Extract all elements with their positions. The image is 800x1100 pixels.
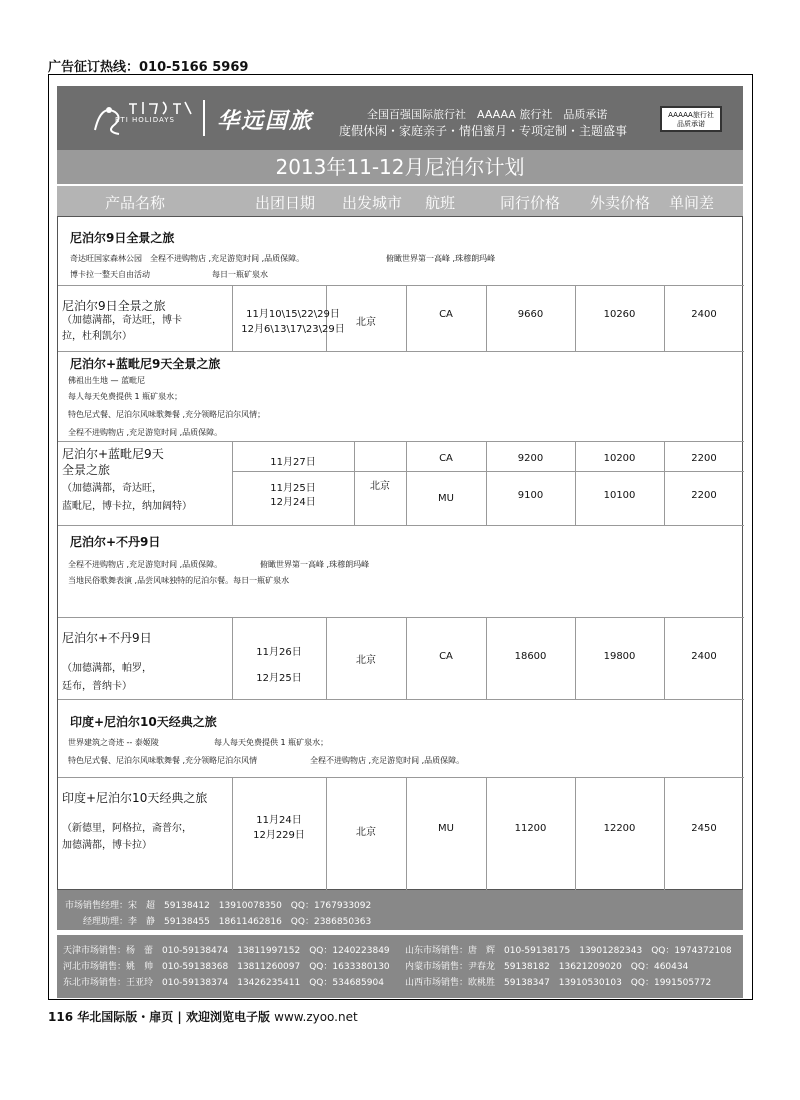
peer-price: 11200 xyxy=(514,823,547,834)
section-title: 尼泊尔+蓝毗尼9天全景之旅 xyxy=(70,357,221,371)
contact-line: 东北市场销售：王亚玲 010-59138374 13426235411 QQ：534685904 xyxy=(63,978,384,988)
product-route: 加德满都，博卡拉） xyxy=(62,840,152,851)
contact-line: 山西市场销售：欧桃胜 59138347 13910530103 QQ：1991505772 xyxy=(405,978,712,988)
col-divider xyxy=(232,617,233,699)
row-divider xyxy=(58,441,744,442)
feature-line: 俯瞰世界第一高峰 ,珠穆朗玛峰 xyxy=(386,254,496,263)
header-city: 出发城市 xyxy=(342,194,403,212)
feature-line: 每人每天免费提供 1 瓶矿泉水； xyxy=(68,392,183,401)
page-title: 2013年11-12月尼泊尔计划 xyxy=(57,150,743,184)
section-title: 印度+尼泊尔10天经典之旅 xyxy=(70,715,217,729)
badge-line-2: 品质承诺 xyxy=(677,120,705,128)
row-divider xyxy=(58,351,744,352)
flight: CA xyxy=(439,651,453,662)
depart-city: 北京 xyxy=(356,655,376,666)
brand-name: 华远国旅 xyxy=(217,109,314,134)
product-name: 全景之旅 xyxy=(62,463,111,477)
product-route: 蓝毗尼，博卡拉，纳加阔特） xyxy=(62,501,192,512)
depart-date: 12月229日 xyxy=(253,830,305,841)
header-product: 产品名称 xyxy=(105,194,166,212)
section-title: 尼泊尔9日全景之旅 xyxy=(70,231,175,245)
flight: MU xyxy=(438,493,454,504)
sales-manager-contacts xyxy=(57,890,743,930)
row-divider xyxy=(58,777,744,778)
logo-divider xyxy=(203,100,205,136)
feature-line: 俯瞰世界第一高峰 ,珠穆朗玛峰 xyxy=(260,560,370,569)
depart-date: 11月26日 xyxy=(256,647,302,658)
table-header xyxy=(57,186,743,216)
single-supplement: 2400 xyxy=(691,309,717,320)
depart-city: 北京 xyxy=(370,481,390,492)
feature-line: 全程不进购物店 ,充足游览时间 ,品质保障。 xyxy=(310,756,465,765)
retail-price: 10100 xyxy=(603,490,636,501)
feature-line: 特色尼式餐、尼泊尔风味歌舞餐 ,充分领略尼泊尔风情 xyxy=(68,756,258,765)
itinerary-table xyxy=(57,216,743,890)
feature-line: 博卡拉一整天自由活动 xyxy=(70,270,150,279)
feature-line: 每日一瓶矿泉水 xyxy=(212,270,268,279)
retail-price: 19800 xyxy=(603,651,636,662)
single-supplement: 2400 xyxy=(691,651,717,662)
contact-line: 山东市场销售：唐 辉 010-59138175 13901282343 QQ：1974372108 xyxy=(405,946,732,956)
product-route: 廷布，普纳卡） xyxy=(62,681,132,692)
flight: CA xyxy=(439,309,453,320)
contact-line: 市场销售经理：宋 超 59138412 13910078350 QQ：1767933092 xyxy=(65,901,372,911)
feature-line: 特色尼式餐、尼泊尔风味歌舞餐 ,充分领略尼泊尔风情； xyxy=(68,410,266,419)
product-route: （加德满都，奇达旺， xyxy=(62,483,162,494)
single-supplement: 2200 xyxy=(691,490,717,501)
page-footer xyxy=(48,1008,358,1025)
ad-hotline: 广告征订热线：010-5166 5969 xyxy=(48,60,249,75)
logo-subtitle: ETI HOLIDAYS xyxy=(115,116,175,124)
row-divider xyxy=(232,471,406,472)
header-peer-price: 同行价格 xyxy=(500,194,561,212)
header-retail-price: 外卖价格 xyxy=(590,194,651,212)
footer-url[interactable]: www.zyoo.net xyxy=(274,1010,358,1024)
contact-line: 天津市场销售：杨 蕾 010-59138474 13811997152 QQ：1240223849 xyxy=(63,946,390,956)
header-date: 出团日期 xyxy=(255,194,316,212)
product-route: （加德满都，帕罗， xyxy=(62,663,152,674)
row-divider xyxy=(58,617,744,618)
retail-price: 10200 xyxy=(603,453,636,464)
feature-line: 每人每天免费提供 1 瓶矿泉水； xyxy=(214,738,329,747)
depart-date: 12月25日 xyxy=(256,673,302,684)
product-route: （加德满都，奇达旺，博卡 xyxy=(62,315,182,326)
depart-date: 11月10\15\22\29日 xyxy=(246,309,340,320)
retail-price: 10260 xyxy=(603,309,636,320)
depart-date: 11月24日 xyxy=(256,815,302,826)
contact-line: 河北市场销售：姚 帅 010-59138368 13811260097 QQ：1633380130 xyxy=(63,962,390,972)
depart-date: 12月24日 xyxy=(270,497,316,508)
slogan-line-2: 度假休闲・家庭亲子・情侣蜜月・专项定制・主题盛事 xyxy=(339,124,628,138)
banner xyxy=(57,86,743,150)
feature-line: 佛祖出生地 — 蓝毗尼 xyxy=(68,376,146,385)
row-divider xyxy=(58,699,744,700)
row-divider xyxy=(58,285,744,286)
product-name: 尼泊尔+蓝毗尼9天 xyxy=(62,447,164,461)
contact-line: 内蒙市场销售：尹春龙 59138182 13621209020 QQ：460434 xyxy=(405,962,689,972)
peer-price: 9100 xyxy=(517,490,544,501)
depart-date: 11月25日 xyxy=(270,483,316,494)
product-name: 尼泊尔9日全景之旅 xyxy=(62,299,166,313)
depart-city: 北京 xyxy=(356,827,376,838)
feature-line: 世界建筑之奇迹 -- 泰姬陵 xyxy=(68,738,159,747)
peer-price: 9200 xyxy=(517,453,544,464)
product-route: （新德里，阿格拉，斋普尔， xyxy=(62,823,192,834)
regional-sales-contacts xyxy=(57,935,743,998)
product-name: 尼泊尔+不丹9日 xyxy=(62,631,152,645)
product-name: 印度+尼泊尔10天经典之旅 xyxy=(62,791,208,805)
row-divider xyxy=(58,525,744,526)
footer-text: 116 华北国际版・扉页 | 欢迎浏览电子版 xyxy=(48,1010,275,1024)
depart-city: 北京 xyxy=(356,317,376,328)
aaaaa-badge xyxy=(660,106,722,132)
feature-line: 全程不进购物店 ,充足游览时间 ,品质保障。 xyxy=(68,428,223,437)
depart-date: 12月6\13\17\23\29日 xyxy=(241,324,345,335)
feature-line: 当地民俗歌舞表演 ,品尝风味独特的尼泊尔餐。每日一瓶矿泉水 xyxy=(68,576,290,585)
peer-price: 18600 xyxy=(514,651,547,662)
section-title: 尼泊尔+不丹9日 xyxy=(70,535,161,549)
single-supplement: 2450 xyxy=(691,823,717,834)
single-supplement: 2200 xyxy=(691,453,717,464)
header-flight: 航班 xyxy=(425,194,456,212)
flight: CA xyxy=(439,453,453,464)
flight: MU xyxy=(438,823,454,834)
header-single-supplement: 单间差 xyxy=(669,194,715,212)
contact-line: 经理助理：李 静 59138455 18611462816 QQ：2386850363 xyxy=(83,917,372,927)
retail-price: 12200 xyxy=(603,823,636,834)
product-route: 拉，杜利凯尔） xyxy=(62,331,132,342)
badge-line-1: AAAAA旅行社 xyxy=(668,111,714,119)
feature-line: 奇达旺国家森林公园 全程不进购物店 ,充足游览时间 ,品质保障。 xyxy=(70,254,305,263)
depart-date: 11月27日 xyxy=(270,457,316,468)
feature-line: 全程不进购物店 ,充足游览时间 ,品质保障。 xyxy=(68,560,223,569)
peer-price: 9660 xyxy=(517,309,544,320)
slogan-line-1: 全国百强国际旅行社 AAAAA 旅行社 品质承诺 xyxy=(367,108,608,121)
